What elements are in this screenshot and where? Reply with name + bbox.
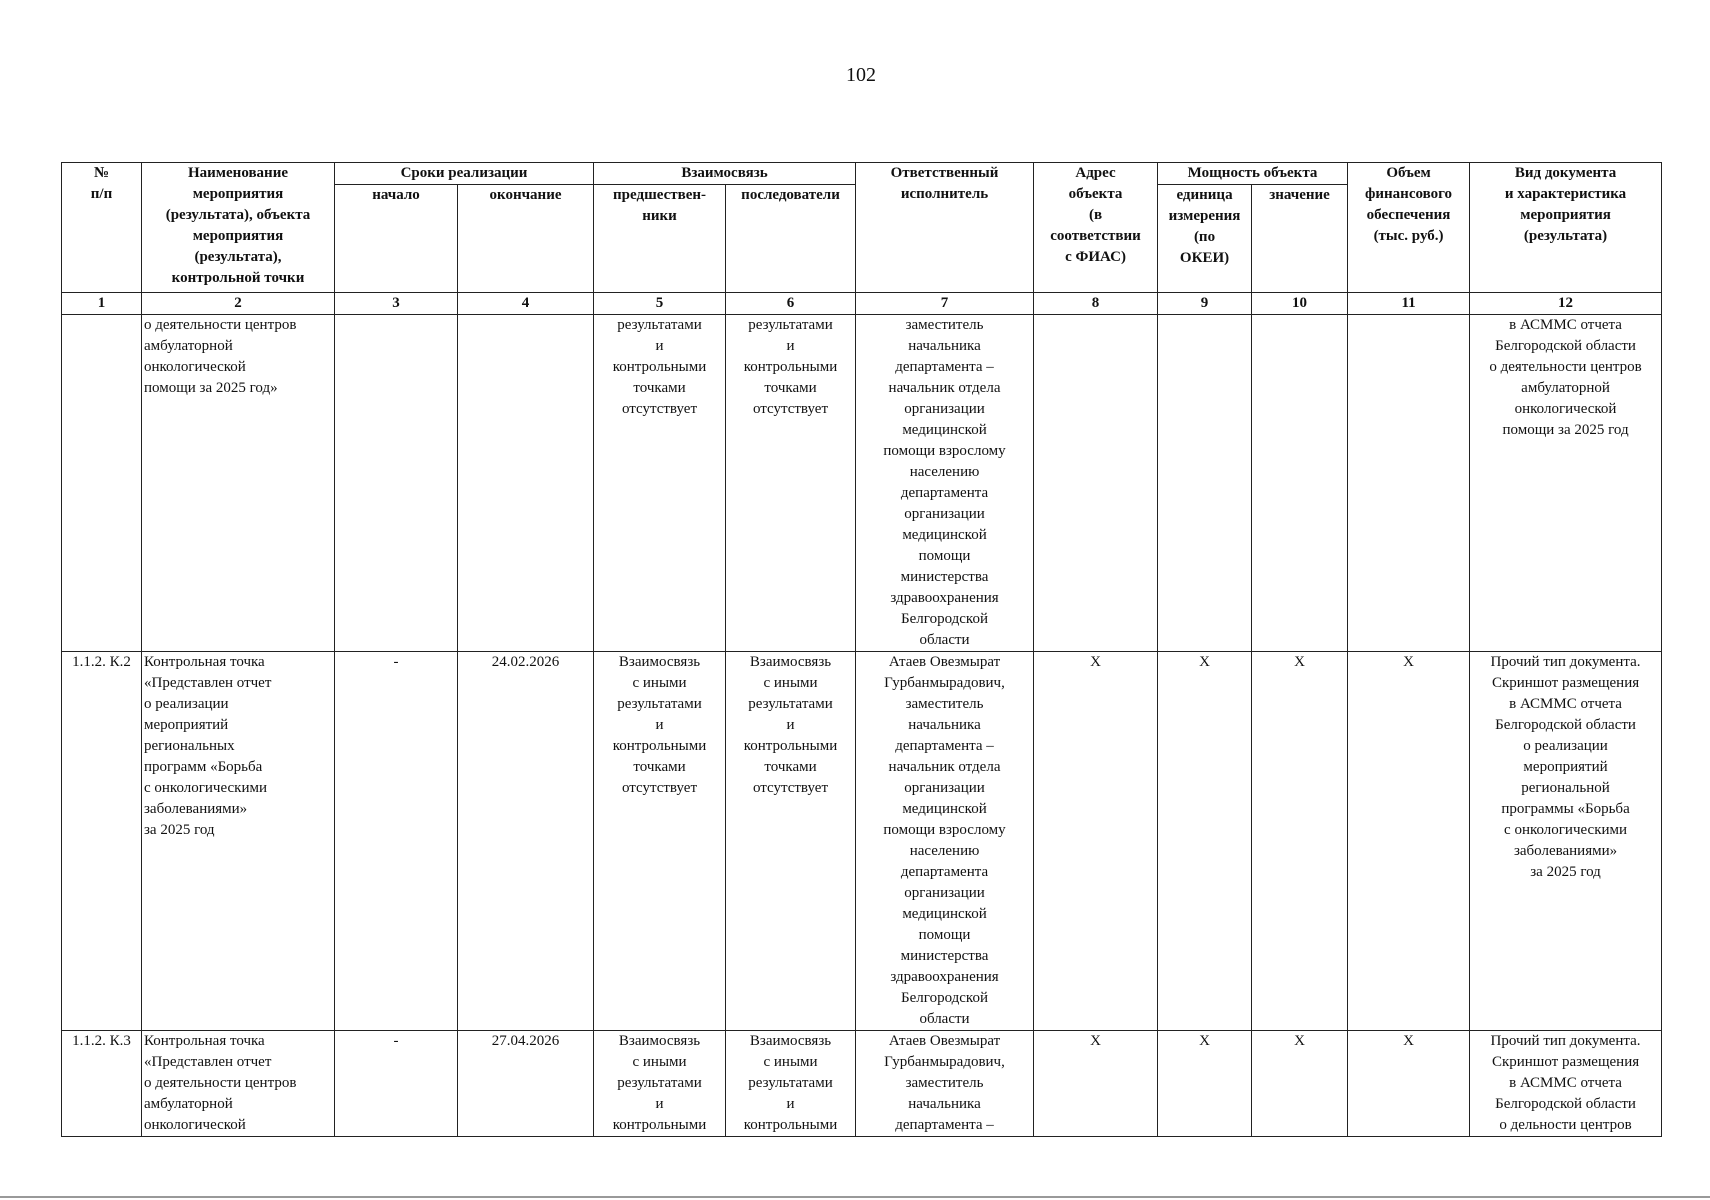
column-number: 10	[1252, 293, 1348, 315]
table-row	[62, 1031, 1662, 1137]
cell-start: -	[335, 652, 458, 1031]
header-start: начало	[335, 185, 458, 293]
cell-end: 24.02.2026	[458, 652, 594, 1031]
header-doc-type: Вид документа и характеристика мероприятия (результата)	[1470, 163, 1662, 293]
cell-finance: X	[1348, 1031, 1470, 1137]
cell-num	[62, 315, 142, 652]
header-end: окончание	[458, 185, 594, 293]
column-number: 4	[458, 293, 594, 315]
cell-address	[1034, 315, 1158, 652]
header-predecessors: предшествен- ники	[594, 185, 726, 293]
column-number: 5	[594, 293, 726, 315]
header-row-1	[62, 163, 1662, 185]
column-number: 6	[726, 293, 856, 315]
header-finance: Объем финансового обеспечения (тыс. руб.)	[1348, 163, 1470, 293]
cell-finance: X	[1348, 652, 1470, 1031]
header-name: Наименование мероприятия (результата), объекта мероприятия (результата), контрольной точки	[142, 163, 335, 293]
cell-address: X	[1034, 652, 1158, 1031]
column-number: 3	[335, 293, 458, 315]
cell-unit: X	[1158, 1031, 1252, 1137]
cell-value	[1252, 315, 1348, 652]
header-num: № п/п	[62, 163, 142, 293]
header-group-capacity: Мощность объекта	[1158, 163, 1348, 185]
plan-table	[61, 162, 1662, 1137]
column-numbers-row	[62, 293, 1662, 315]
cell-predecessors: Взаимосвязь с иными результатами и контрольными точками отсутствует	[594, 652, 726, 1031]
cell-end: 27.04.2026	[458, 1031, 594, 1137]
column-number: 9	[1158, 293, 1252, 315]
cell-value: X	[1252, 652, 1348, 1031]
cell-predecessors: Взаимосвязь с иными результатами и контрольными	[594, 1031, 726, 1137]
cell-num: 1.1.2. К.3	[62, 1031, 142, 1137]
cell-start	[335, 315, 458, 652]
column-number: 12	[1470, 293, 1662, 315]
header-unit: единица измерения (по ОКЕИ)	[1158, 185, 1252, 293]
header-group-links: Взаимосвязь	[594, 163, 856, 185]
cell-end	[458, 315, 594, 652]
cell-address: X	[1034, 1031, 1158, 1137]
cell-successors: Взаимосвязь с иными результатами и контрольными	[726, 1031, 856, 1137]
header-address: Адрес объекта (в соответствии с ФИАС)	[1034, 163, 1158, 293]
column-number: 8	[1034, 293, 1158, 315]
table-row	[62, 315, 1662, 652]
column-number: 2	[142, 293, 335, 315]
column-number: 7	[856, 293, 1034, 315]
cell-doc-type: Прочий тип документа. Скриншот размещения в АСММС отчета Белгородской области о реализации мероприятий региональной программы «Борьба с онкологическими заболеваниями» за 2025 год	[1470, 652, 1662, 1031]
header-group-dates: Сроки реализации	[335, 163, 594, 185]
cell-predecessors: результатами и контрольными точками отсутствует	[594, 315, 726, 652]
cell-unit: X	[1158, 652, 1252, 1031]
header-successors: последователи	[726, 185, 856, 293]
page-number: 102	[846, 64, 876, 86]
cell-value: X	[1252, 1031, 1348, 1137]
column-number: 11	[1348, 293, 1470, 315]
cell-finance	[1348, 315, 1470, 652]
cell-name: Контрольная точка «Представлен отчет о деятельности центров амбулаторной онкологической	[142, 1031, 335, 1137]
cell-successors: Взаимосвязь с иными результатами и контрольными точками отсутствует	[726, 652, 856, 1031]
cell-num: 1.1.2. К.2	[62, 652, 142, 1031]
header-responsible: Ответственный исполнитель	[856, 163, 1034, 293]
cell-start: -	[335, 1031, 458, 1137]
cell-doc-type: Прочий тип документа. Скриншот размещения в АСММС отчета Белгородской области о дельности центров	[1470, 1031, 1662, 1137]
page-bottom-edge	[0, 1196, 1710, 1198]
cell-unit	[1158, 315, 1252, 652]
cell-responsible: Атаев Овезмырат Гурбанмырадович, заместитель начальника департамента –	[856, 1031, 1034, 1137]
cell-responsible: Атаев Овезмырат Гурбанмырадович, заместитель начальника департамента – начальник отдела организации медицинской помощи взрослому населению департамента организации медицинской помощи министерства здравоохранения Белгородской области	[856, 652, 1034, 1031]
cell-responsible: заместитель начальника департамента – начальник отдела организации медицинской помощи взрослому населению департамента организации медицинской помощи министерства здравоохранения Белгородской области	[856, 315, 1034, 652]
table-row	[62, 652, 1662, 1031]
column-number: 1	[62, 293, 142, 315]
header-value: значение	[1252, 185, 1348, 293]
cell-doc-type: в АСММС отчета Белгородской области о деятельности центров амбулаторной онкологической помощи за 2025 год	[1470, 315, 1662, 652]
cell-successors: результатами и контрольными точками отсутствует	[726, 315, 856, 652]
cell-name: Контрольная точка «Представлен отчет о реализации мероприятий региональных программ «Борьба с онкологическими заболеваниями» за 2025 год	[142, 652, 335, 1031]
cell-name: о деятельности центров амбулаторной онкологической помощи за 2025 год»	[142, 315, 335, 652]
